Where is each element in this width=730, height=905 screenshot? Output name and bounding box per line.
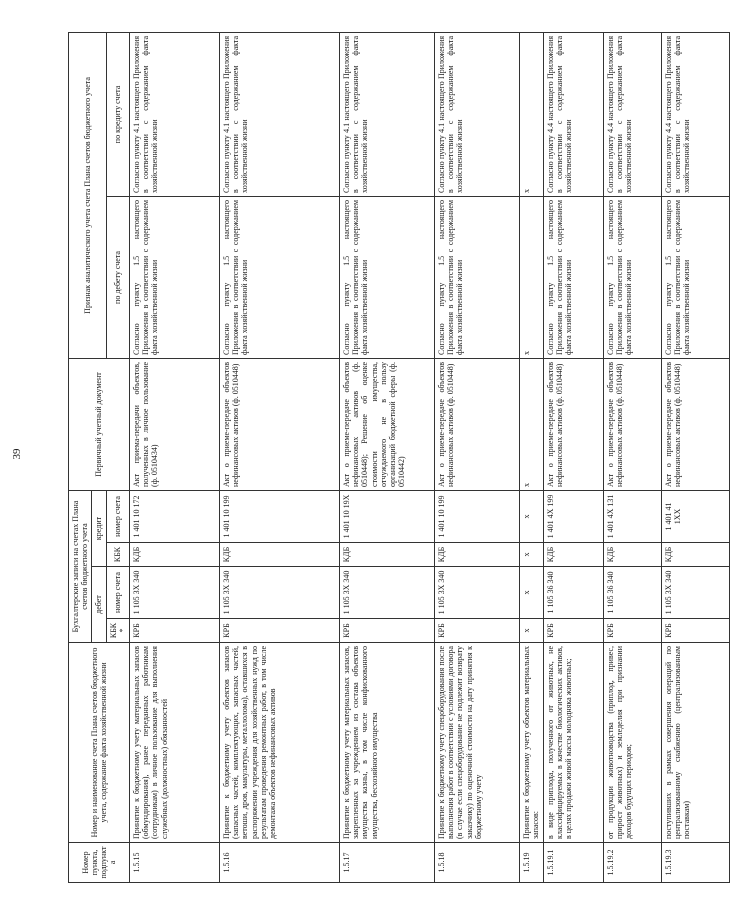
row-source-document: Акт о приеме-передаче объектов нефинансовых активов (ф. 0510448) — [603, 358, 661, 490]
header-debit: дебет — [92, 567, 106, 643]
row-description: Принятие к бюджетному учету объектов материальных запасов: — [519, 643, 543, 843]
header-account-name: Номер и наименование счета Плана счетов бюджетного учета, содержание факта хозяйственной жизни — [69, 643, 130, 843]
table-row — [219, 32, 339, 882]
row-analytics-credit: Согласно пункту 4.1 настоящего Приложения в соответствии с содержанием факта хозяйственной жизни — [434, 32, 519, 196]
row-description: поступивших в рамках совершения операций по централизованному снабжению (централизованным поставкам) — [661, 643, 729, 843]
row-credit-kbk: х — [519, 543, 543, 567]
row-number: 1.5.19.2 — [603, 843, 661, 883]
row-number: 1.5.19.3 — [661, 843, 729, 883]
row-debit-account: 1 105 3Х 340 — [661, 567, 729, 619]
row-debit-account: 1 105 36 340 — [543, 567, 603, 619]
row-source-document: Акт приема-передачи объектов, полученных в личное пользование (ф. 0510434) — [129, 358, 219, 490]
row-description: Принятие к бюджетному учету объектов запасов (запасных частей, комплектующих, запасных частей, ветоши, дров, макулатуры, металлолома), оставшихся в распоряжении учреждения для хозяйственных нужд по результатам проведения ремонтных работ, в том числе демонтажа объектов нефинансовых активов — [219, 643, 339, 843]
accounting-table — [68, 32, 730, 883]
row-number: 1.5.19.1 — [543, 843, 603, 883]
row-description: Принятие к бюджетному учету спецоборудования после выполнения работ в соответствии с условиями договора (в случае если спецоборудование не подлежит возврату заказчику) по оценочной стоимости на дату принятия к бюджетному учету — [434, 643, 519, 843]
row-description: в виде приплода, полученного от животных, не классифицируемых в качестве биологических активов, в целях продажи живой массы молодняка животных; — [543, 643, 603, 843]
row-debit-account: 1 105 3Х 340 — [219, 567, 339, 619]
row-credit-account: 1 401 10 199 — [219, 490, 339, 542]
row-credit-kbk: КДБ — [661, 543, 729, 567]
row-description: Принятие к бюджетному учету материальных запасов, закрепленных за учреждением из состава объектов имущества казны, в том числе конфискованного имущества, бесхозяйного имущества — [339, 643, 434, 843]
row-debit-kbk: КРБ — [661, 619, 729, 643]
row-analytics-debit: Согласно пункту 1.5 настоящего Приложения в соответствии с содержанием факта хозяйственной жизни — [603, 196, 661, 358]
row-source-document: Акт о приеме-передаче объектов нефинансовых активов (ф. 0510448) — [661, 358, 729, 490]
row-source-document: Акт о приеме-передаче объектов нефинансовых активов (ф. 0510448); Решение об оценке стоимости имущества, отчуждаемого не в пользу организаций бюджетной сферы (ф. 0510442) — [339, 358, 434, 490]
row-credit-kbk: КДБ — [543, 543, 603, 567]
header-row-num: Номер пункта, подпункта — [69, 843, 130, 883]
row-debit-kbk: х — [519, 619, 543, 643]
row-number: 1.5.17 — [339, 843, 434, 883]
row-debit-kbk: КРБ — [219, 619, 339, 643]
row-credit-kbk: КДБ — [129, 543, 219, 567]
row-description: от продукции животноводства (приплод, привес, прирост животных) и земледелия при признании доходов будущих периодов; — [603, 643, 661, 843]
row-source-document: Акт о приеме-передаче объектов нефинансовых активов (ф. 0510448) — [543, 358, 603, 490]
header-source-doc: Первичный учетный документ — [69, 358, 130, 490]
row-debit-account: 1 105 ЗХ 340 — [129, 567, 219, 619]
header-credit-acct: номер счета — [106, 490, 129, 542]
row-credit-account: 1 401 10 199 — [434, 490, 519, 542]
row-debit-account: х — [519, 567, 543, 619]
row-debit-kbk: КРБ — [339, 619, 434, 643]
row-credit-account: 1 401 4Х 199 — [543, 490, 603, 542]
row-number: 1.5.15 — [129, 843, 219, 883]
row-credit-account: 1 401 4Х 131 — [603, 490, 661, 542]
table-row — [129, 32, 219, 882]
header-by-debit: по дебету счета — [106, 196, 129, 358]
row-credit-kbk: КДБ — [219, 543, 339, 567]
row-description: Принятие к бюджетному учету материальных запасов (обмундирования), ранее переданных работникам (сотрудникам) в личное пользование для выполнения служебных (должностных) обязанностей — [129, 643, 219, 843]
row-analytics-credit: Согласно пункту 4.1 настоящего Приложения в соответствии с содержанием факта хозяйственной жизни — [339, 32, 434, 196]
row-credit-account: 1 401 10 19Х — [339, 490, 434, 542]
page-number: 39 — [11, 448, 23, 460]
row-analytics-debit: Согласно пункту 1.5 настоящего Приложения в соответствии с содержанием факта хозяйственной жизни — [129, 196, 219, 358]
header-entries: Бухгалтерские записи на счетах Плана счетов бюджетного учета — [69, 490, 92, 642]
row-number: 1.5.18 — [434, 843, 519, 883]
row-analytics-debit: Согласно пункту 1.5 настоящего Приложения в соответствии с содержанием факта хозяйственной жизни — [339, 196, 434, 358]
row-source-document: Акт о приеме-передаче объектов нефинансовых активов (ф. 0510448) — [434, 358, 519, 490]
row-debit-kbk: КРБ — [434, 619, 519, 643]
header-debit-acct: номер счета — [106, 567, 129, 619]
row-credit-account: 1 401 41 1ХХ — [661, 490, 729, 542]
row-debit-account: 1 105 3Х 340 — [339, 567, 434, 619]
row-credit-account: х — [519, 490, 543, 542]
header-credit-kbk: КБК — [106, 543, 129, 567]
row-credit-account: 1 401 10 172 — [129, 490, 219, 542]
table-row — [519, 32, 543, 882]
header-by-credit: по кредиту счета — [106, 32, 129, 196]
table-body — [129, 32, 729, 882]
row-source-document: х — [519, 358, 543, 490]
row-number: 1.5.16 — [219, 843, 339, 883]
row-analytics-credit: Согласно пункту 4.1 настоящего Приложения в соответствии с содержанием факта хозяйственной жизни — [129, 32, 219, 196]
row-debit-account: 1 105 36 340 — [603, 567, 661, 619]
row-analytics-credit: Согласно пункту 4.4 настоящего Приложения в соответствии с содержанием факта хозяйственной жизни — [661, 32, 729, 196]
header-credit: кредит — [92, 490, 106, 566]
row-number: 1.5.19 — [519, 843, 543, 883]
header-debit-kbk: КБК* — [106, 619, 129, 643]
row-credit-kbk: КДБ — [339, 543, 434, 567]
table-header — [69, 32, 130, 882]
table-row — [661, 32, 729, 882]
row-analytics-credit: Согласно пункту 4.4 настоящего Приложения в соответствии с содержанием факта хозяйственной жизни — [543, 32, 603, 196]
row-credit-kbk: КДБ — [603, 543, 661, 567]
row-analytics-credit: Согласно пункту 4.4 настоящего Приложения в соответствии с содержанием факта хозяйственной жизни — [603, 32, 661, 196]
row-analytics-debit: Согласно пункту 1.5 настоящего Приложения в соответствии с содержанием факта хозяйственной жизни — [219, 196, 339, 358]
row-debit-account: 1 105 3Х 340 — [434, 567, 519, 619]
table-row — [543, 32, 603, 882]
row-source-document: Акт о приеме-передаче объектов нефинансовых активов (ф. 0510448) — [219, 358, 339, 490]
row-credit-kbk: КДБ — [434, 543, 519, 567]
row-debit-kbk: КРБ — [543, 619, 603, 643]
table-row — [603, 32, 661, 882]
accounting-table-rotated — [68, 33, 692, 883]
header-analytics: Признак аналитического учета счета Плана счетов бюджетного учета — [69, 32, 107, 358]
row-debit-kbk: КРБ — [603, 619, 661, 643]
row-analytics-debit: Согласно пункту 1.5 настоящего Приложения в соответствии с содержанием факта хозяйственной жизни — [543, 196, 603, 358]
row-debit-kbk: КРБ — [129, 619, 219, 643]
table-row — [339, 32, 434, 882]
row-analytics-debit: х — [519, 196, 543, 358]
row-analytics-debit: Согласно пункту 1.5 настоящего Приложения в соответствии с содержанием факта хозяйственной жизни — [661, 196, 729, 358]
row-analytics-credit: х — [519, 32, 543, 196]
row-analytics-debit: Согласно пункту 1.5 настоящего Приложения в соответствии с содержанием факта хозяйственной жизни — [434, 196, 519, 358]
table-row — [434, 32, 519, 882]
row-analytics-credit: Согласно пункту 4.1 настоящего Приложения в соответствии с содержанием факта хозяйственной жизни — [219, 32, 339, 196]
